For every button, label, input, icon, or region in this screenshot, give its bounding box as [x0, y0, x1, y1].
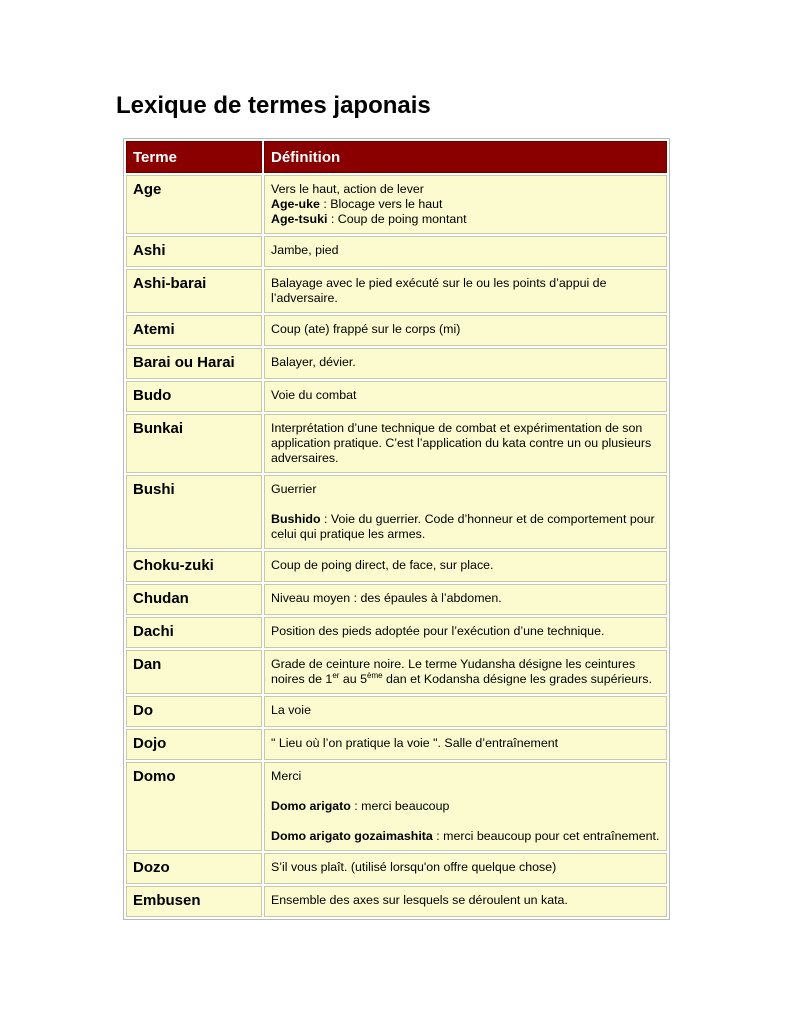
sub-term [271, 212, 660, 227]
sub-term-text: : Coup de poing montant [327, 212, 467, 226]
definition-cell [264, 853, 667, 884]
sub-term [271, 799, 660, 814]
term-cell: Do [126, 696, 262, 727]
definition-cell [264, 475, 667, 549]
definition-cell [264, 236, 667, 267]
definition-text: Voie du combat [271, 388, 357, 402]
definition-cell [264, 315, 667, 346]
sub-term-text: : Blocage vers le haut [319, 197, 443, 211]
table-row [126, 551, 667, 582]
page-title: Lexique de termes japonais [116, 92, 431, 119]
term-cell: Dozo [126, 853, 262, 884]
sub-term-name: Domo arigato [271, 799, 351, 813]
table-row [126, 650, 667, 694]
table-row [126, 381, 667, 412]
definition-cell [264, 175, 667, 234]
table-row [126, 762, 667, 851]
sub-term-name: Age-tsuki [271, 212, 328, 226]
term-cell: Dan [126, 650, 262, 694]
definition-text: Merci [271, 769, 302, 783]
definition-text: S’il vous plaît. (utilisé lorsqu'on offre quelque chose) [271, 860, 557, 874]
term-cell: Ashi [126, 236, 262, 267]
column-header-term: Terme [126, 141, 262, 173]
definition-text: Balayage avec le pied exécuté sur le ou les points d’appui de l’adversaire. [271, 276, 607, 305]
definition-part: au 5 [339, 672, 367, 686]
definition-cell [264, 584, 667, 615]
definition-cell [264, 551, 667, 582]
definition-cell [264, 762, 667, 851]
table-row [126, 315, 667, 346]
sub-term [271, 829, 660, 844]
definition-text: " Lieu où l’on pratique la voie ". Salle d’entraînement [271, 736, 559, 750]
glossary-table [123, 138, 670, 920]
definition-text: La voie [271, 703, 311, 717]
definition-text [271, 657, 660, 687]
term-cell: Bunkai [126, 414, 262, 473]
term-cell: Choku-zuki [126, 551, 262, 582]
definition-cell [264, 729, 667, 760]
sub-term-text: : merci beaucoup pour cet entraînement. [432, 829, 660, 843]
term-cell: Chudan [126, 584, 262, 615]
definition-text: Guerrier [271, 482, 317, 496]
ordinal-superscript: er [332, 670, 340, 680]
definition-part: Grade de ceinture noire. Le terme Yudansha désigne les ceintures noires de 1 [271, 657, 636, 686]
sub-term-text: : Voie du guerrier. Code d’honneur et de comportement pour celui qui pratique les armes. [271, 512, 655, 541]
term-cell: Ashi-barai [126, 269, 262, 313]
definition-text: Interprétation d’une technique de combat et expérimentation de son application pratique. C’est l’application du kata contre un ou plusieurs adversaires. [271, 421, 652, 465]
table-row [126, 584, 667, 615]
term-cell: Domo [126, 762, 262, 851]
table-header-row [126, 141, 667, 173]
sub-term-name: Domo arigato gozaimashita [271, 829, 433, 843]
term-cell: Bushi [126, 475, 262, 549]
ordinal-superscript: ème [367, 670, 383, 680]
definition-cell [264, 617, 667, 648]
definition-cell [264, 414, 667, 473]
definition-text: Ensemble des axes sur lesquels se déroulent un kata. [271, 893, 568, 907]
definition-cell [264, 886, 667, 917]
definition-cell [264, 269, 667, 313]
sub-term [271, 197, 660, 212]
term-cell: Atemi [126, 315, 262, 346]
table-row [126, 236, 667, 267]
table-row [126, 414, 667, 473]
definition-cell [264, 696, 667, 727]
definition-text: Jambe, pied [271, 243, 339, 257]
sub-term-name: Age-uke [271, 197, 320, 211]
definition-text: Balayer, dévier. [271, 355, 356, 369]
definition-cell [264, 650, 667, 694]
definition-text: Coup de poing direct, de face, sur place. [271, 558, 494, 572]
definition-text: Position des pieds adoptée pour l’exécution d’une technique. [271, 624, 605, 638]
definition-cell [264, 381, 667, 412]
sub-term-name: Bushido [271, 512, 321, 526]
definition-cell [264, 348, 667, 379]
definition-text: Vers le haut, action de lever [271, 182, 424, 196]
definition-text: Niveau moyen : des épaules à l’abdomen. [271, 591, 502, 605]
definition-part: dan et Kodansha désigne les grades supérieurs. [382, 672, 652, 686]
table-row [126, 617, 667, 648]
table-row [126, 269, 667, 313]
sub-term [271, 512, 660, 542]
table-row [126, 696, 667, 727]
term-cell: Barai ou Harai [126, 348, 262, 379]
definition-text: Coup (ate) frappé sur le corps (mi) [271, 322, 461, 336]
table-row [126, 175, 667, 234]
sub-term-text: : merci beaucoup [350, 799, 450, 813]
table-row [126, 348, 667, 379]
term-cell: Budo [126, 381, 262, 412]
column-header-definition: Définition [264, 141, 667, 173]
term-cell: Age [126, 175, 262, 234]
term-cell: Dojo [126, 729, 262, 760]
table-row [126, 729, 667, 760]
table-row [126, 886, 667, 917]
table-row [126, 475, 667, 549]
table-row [126, 853, 667, 884]
term-cell: Dachi [126, 617, 262, 648]
term-cell: Embusen [126, 886, 262, 917]
